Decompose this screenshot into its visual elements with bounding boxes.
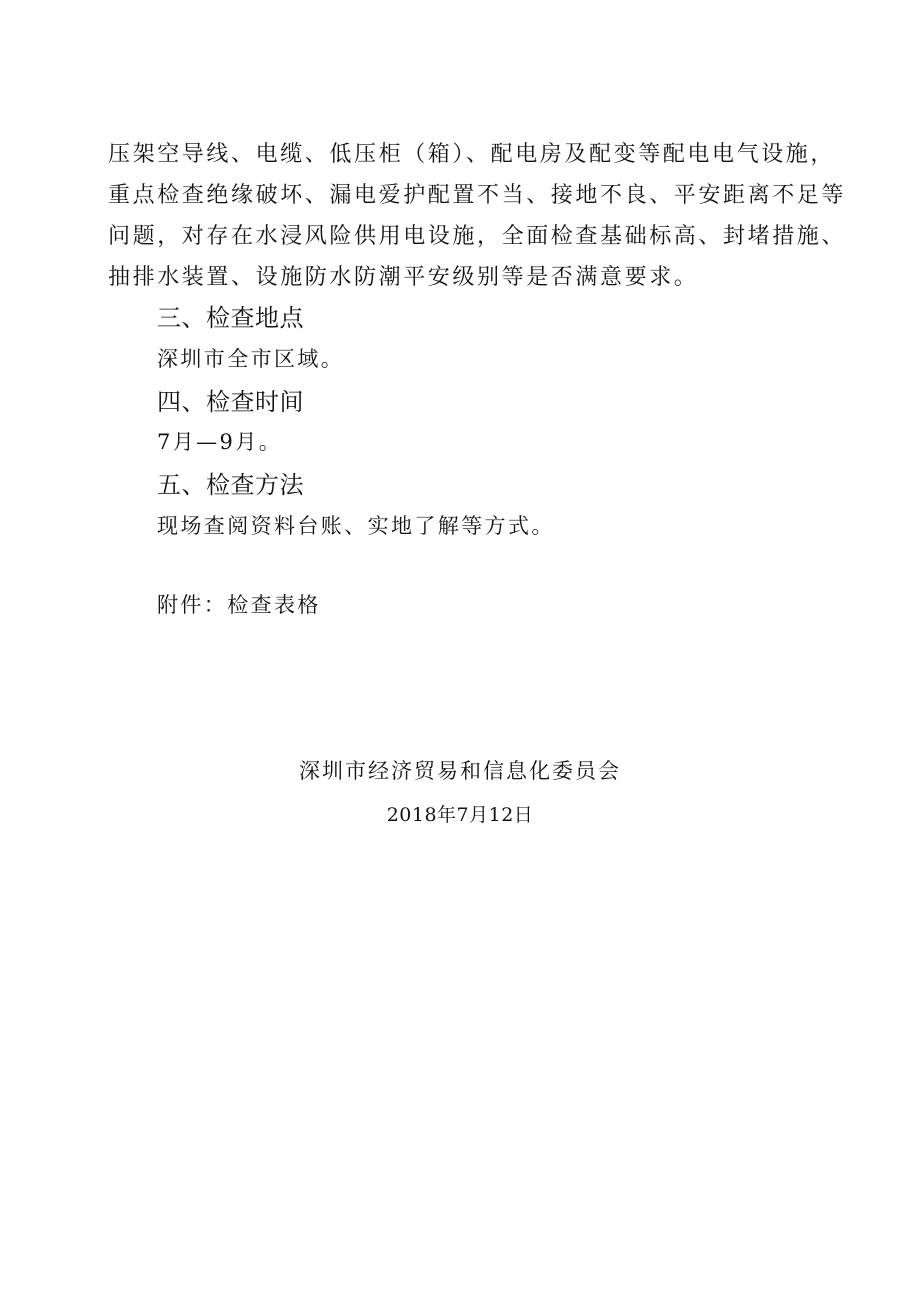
body-line-1: 压架空导线、电缆、低压柜（箱）、配电房及配变等配电电气设施， bbox=[108, 142, 836, 167]
signature-organization: 深圳市经济贸易和信息化委员会 bbox=[299, 759, 621, 783]
attachment-note: 附件：检查表格 bbox=[157, 593, 321, 617]
section-heading-time: 四、检查时间 bbox=[157, 388, 304, 416]
body-line-4: 抽排水装置、设施防水防潮平安级别等是否满意要求。 bbox=[108, 265, 699, 290]
section-heading-method: 五、检查方法 bbox=[157, 471, 304, 499]
signature-date: 2018年7月12日 bbox=[386, 804, 534, 826]
body-line-2: 重点检查绝缘破坏、漏电爱护配置不当、接地不良、平安距离不足等 bbox=[108, 183, 847, 208]
section-content-time: 7月—9月。 bbox=[157, 430, 283, 454]
body-line-3: 问题，对存在水浸风险供用电设施，全面检查基础标高、封堵措施、 bbox=[108, 224, 847, 249]
section-content-location: 深圳市全市区域。 bbox=[157, 347, 345, 371]
section-content-method: 现场查阅资料台账、实地了解等方式。 bbox=[157, 514, 555, 538]
section-heading-location: 三、检查地点 bbox=[157, 304, 304, 332]
body-paragraph bbox=[108, 134, 847, 298]
